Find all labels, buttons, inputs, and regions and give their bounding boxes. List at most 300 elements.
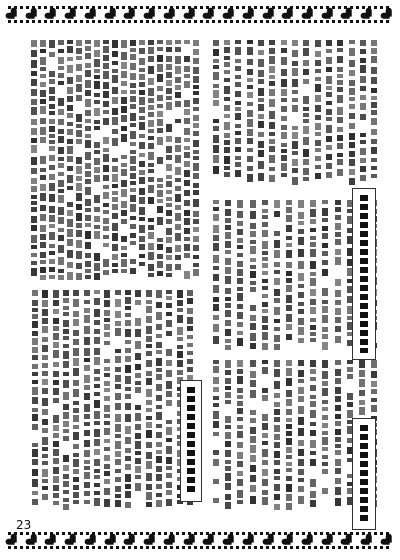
glyph-mark bbox=[326, 117, 332, 121]
glyph-mark bbox=[67, 186, 73, 190]
glyph-mark bbox=[148, 185, 154, 193]
glyph-mark bbox=[146, 422, 152, 428]
glyph-mark bbox=[237, 408, 243, 414]
glyph-mark bbox=[157, 55, 163, 62]
glyph-mark bbox=[130, 123, 136, 127]
glyph-mark bbox=[187, 308, 193, 314]
glyph-mark bbox=[286, 278, 292, 283]
glyph-mark bbox=[337, 153, 343, 157]
glyph-mark bbox=[156, 342, 162, 348]
glyph-mark bbox=[103, 270, 109, 275]
glyph-mark bbox=[125, 437, 131, 444]
glyph-mark bbox=[250, 265, 256, 269]
glyph-mark bbox=[213, 336, 219, 344]
glyph-mark bbox=[85, 223, 91, 227]
glyph-mark bbox=[115, 356, 121, 363]
glyph-mark bbox=[262, 395, 268, 401]
glyph-mark bbox=[58, 66, 64, 70]
glyph-mark bbox=[53, 449, 59, 456]
glyph-mark bbox=[156, 466, 162, 472]
glyph-mark bbox=[139, 225, 145, 233]
glyph-mark bbox=[335, 369, 341, 376]
glyph-mark bbox=[130, 104, 136, 109]
glyph-mark bbox=[104, 439, 110, 443]
glyph-mark bbox=[76, 64, 82, 71]
glyph-mark bbox=[130, 216, 136, 220]
glyph-mark bbox=[326, 125, 332, 133]
text-column bbox=[224, 200, 232, 350]
glyph-mark bbox=[274, 460, 280, 465]
glyph-mark bbox=[112, 197, 118, 202]
glyph-mark bbox=[67, 202, 73, 207]
glyph-mark bbox=[225, 392, 231, 398]
glyph-mark bbox=[322, 208, 328, 216]
glyph-mark bbox=[166, 438, 172, 442]
glyph-mark bbox=[32, 290, 38, 296]
glyph-mark bbox=[213, 49, 219, 56]
glyph-mark bbox=[298, 273, 304, 281]
glyph-mark bbox=[130, 224, 136, 229]
glyph-mark bbox=[125, 464, 131, 470]
glyph-mark bbox=[213, 235, 219, 241]
glyph-mark bbox=[235, 59, 241, 63]
glyph-mark bbox=[112, 254, 118, 260]
glyph-mark bbox=[335, 223, 341, 230]
glyph-mark bbox=[258, 88, 264, 96]
glyph-mark bbox=[84, 422, 90, 426]
glyph-mark bbox=[31, 168, 37, 174]
glyph-mark bbox=[286, 285, 292, 292]
glyph-mark bbox=[235, 107, 241, 111]
glyph-mark bbox=[31, 128, 37, 135]
glyph-mark bbox=[187, 298, 193, 304]
glyph-mark bbox=[112, 223, 118, 231]
glyph-mark bbox=[130, 204, 136, 212]
glyph-mark bbox=[310, 459, 316, 466]
glyph-mark bbox=[292, 50, 298, 57]
glyph-mark bbox=[85, 70, 91, 77]
glyph-mark bbox=[225, 466, 231, 471]
glyph-mark bbox=[225, 483, 231, 490]
glyph-mark bbox=[371, 67, 377, 74]
glyph-mark bbox=[94, 469, 100, 473]
glyph-mark bbox=[225, 400, 231, 404]
glyph-mark bbox=[112, 129, 118, 134]
glyph-mark bbox=[121, 126, 127, 131]
glyph-mark bbox=[250, 485, 256, 492]
glyph-mark bbox=[286, 494, 292, 501]
glyph-mark bbox=[76, 273, 82, 280]
glyph-mark bbox=[103, 71, 109, 79]
glyph-mark bbox=[269, 99, 275, 107]
glyph-mark bbox=[326, 101, 332, 105]
glyph-mark bbox=[262, 271, 268, 275]
glyph-mark bbox=[310, 360, 316, 367]
glyph-mark bbox=[156, 374, 162, 380]
glyph-mark bbox=[225, 460, 231, 464]
glyph-mark bbox=[262, 200, 268, 205]
glyph-mark bbox=[322, 243, 328, 248]
glyph-mark bbox=[73, 469, 79, 474]
glyph-mark bbox=[148, 129, 154, 133]
glyph-mark bbox=[103, 137, 109, 144]
glyph-mark bbox=[335, 444, 341, 448]
glyph-mark bbox=[360, 140, 366, 144]
glyph-mark bbox=[112, 204, 118, 210]
glyph-mark bbox=[213, 145, 219, 153]
glyph-mark bbox=[76, 48, 82, 54]
heart-icon bbox=[125, 8, 138, 21]
heart-icon bbox=[361, 8, 374, 21]
glyph-mark bbox=[156, 384, 162, 391]
glyph-mark bbox=[42, 398, 48, 406]
glyph-mark bbox=[335, 232, 341, 237]
glyph-mark bbox=[310, 332, 316, 336]
glyph-mark bbox=[184, 109, 190, 115]
glyph-mark bbox=[112, 166, 118, 172]
glyph-mark bbox=[76, 130, 82, 137]
heart-icon bbox=[282, 534, 295, 547]
glyph-mark bbox=[115, 477, 121, 482]
glyph-mark bbox=[269, 40, 275, 45]
glyph-mark bbox=[156, 324, 162, 330]
glyph-mark bbox=[262, 286, 268, 290]
glyph-mark bbox=[286, 409, 292, 415]
glyph-mark bbox=[85, 187, 91, 195]
glyph-mark bbox=[262, 433, 268, 438]
glyph-mark bbox=[292, 177, 298, 185]
glyph-mark bbox=[148, 88, 154, 96]
glyph-mark bbox=[157, 271, 163, 276]
glyph-mark bbox=[125, 376, 131, 384]
glyph-mark bbox=[184, 271, 190, 279]
glyph-mark bbox=[121, 97, 127, 104]
glyph-mark bbox=[310, 377, 316, 381]
text-column bbox=[268, 40, 276, 185]
glyph-mark bbox=[32, 331, 38, 336]
glyph-mark bbox=[139, 177, 145, 184]
glyph-mark bbox=[360, 148, 366, 155]
text-column bbox=[359, 40, 367, 185]
glyph-mark bbox=[157, 206, 163, 213]
glyph-mark bbox=[94, 263, 100, 271]
glyph-mark bbox=[326, 109, 332, 115]
glyph-mark bbox=[130, 96, 136, 102]
glyph-mark bbox=[286, 305, 292, 311]
glyph-mark bbox=[157, 64, 163, 72]
glyph-mark bbox=[292, 61, 298, 66]
glyph-mark bbox=[262, 332, 268, 340]
glyph-mark bbox=[247, 174, 253, 182]
glyph-mark bbox=[139, 217, 145, 221]
glyph-mark bbox=[146, 416, 152, 420]
glyph-mark bbox=[67, 250, 73, 258]
text-column bbox=[103, 290, 111, 510]
section-heading-middle bbox=[180, 380, 202, 502]
glyph-mark bbox=[166, 96, 172, 100]
glyph-mark bbox=[31, 207, 37, 212]
text-column bbox=[236, 360, 244, 510]
glyph-mark bbox=[63, 344, 69, 348]
glyph-mark bbox=[213, 304, 219, 311]
glyph-mark bbox=[258, 50, 264, 55]
glyph-mark bbox=[213, 285, 219, 293]
glyph-mark bbox=[322, 269, 328, 276]
glyph-mark bbox=[31, 60, 37, 68]
glyph-mark bbox=[286, 262, 292, 268]
glyph-mark bbox=[335, 421, 341, 426]
glyph-mark bbox=[225, 320, 231, 326]
glyph-mark bbox=[166, 427, 172, 435]
glyph-mark bbox=[115, 459, 121, 465]
glyph-mark bbox=[310, 440, 316, 448]
glyph-mark bbox=[262, 230, 268, 237]
glyph-mark bbox=[175, 66, 181, 74]
glyph-mark bbox=[53, 371, 59, 377]
glyph-mark bbox=[310, 219, 316, 224]
glyph-mark bbox=[121, 115, 127, 122]
glyph-mark bbox=[225, 370, 231, 375]
glyph-mark bbox=[258, 121, 264, 128]
glyph-mark bbox=[335, 450, 341, 455]
glyph-mark bbox=[63, 329, 69, 334]
glyph-mark bbox=[326, 154, 332, 160]
heart-icon bbox=[203, 534, 216, 547]
glyph-mark bbox=[347, 402, 353, 407]
glyph-mark bbox=[274, 393, 280, 398]
glyph-mark bbox=[371, 88, 377, 93]
glyph-mark bbox=[115, 321, 121, 326]
glyph-mark bbox=[326, 145, 332, 150]
glyph-mark bbox=[103, 165, 109, 172]
text-column bbox=[192, 40, 200, 280]
glyph-mark bbox=[250, 287, 256, 292]
heart-icon bbox=[144, 8, 157, 21]
heart-icon bbox=[26, 8, 39, 21]
glyph-mark bbox=[73, 290, 79, 296]
glyph-mark bbox=[63, 498, 69, 502]
glyph-mark bbox=[213, 360, 219, 364]
glyph-mark bbox=[63, 336, 69, 340]
glyph-mark bbox=[225, 297, 231, 301]
glyph-mark bbox=[250, 258, 256, 262]
heart-icon bbox=[223, 534, 236, 547]
glyph-mark bbox=[315, 123, 321, 130]
glyph-mark bbox=[274, 250, 280, 258]
glyph-mark bbox=[148, 252, 154, 260]
glyph-mark bbox=[213, 65, 219, 69]
glyph-mark bbox=[76, 263, 82, 269]
glyph-mark bbox=[58, 269, 64, 273]
glyph-mark bbox=[94, 483, 100, 487]
glyph-mark bbox=[322, 469, 328, 474]
glyph-mark bbox=[73, 492, 79, 498]
text-column bbox=[302, 40, 310, 185]
glyph-mark bbox=[31, 79, 37, 86]
glyph-mark bbox=[371, 158, 377, 162]
glyph-mark bbox=[322, 200, 328, 204]
glyph-mark bbox=[67, 46, 73, 53]
glyph-mark bbox=[53, 342, 59, 348]
glyph-mark bbox=[94, 225, 100, 229]
glyph-mark bbox=[156, 484, 162, 489]
glyph-mark bbox=[104, 324, 110, 330]
glyph-mark bbox=[175, 137, 181, 143]
glyph-mark bbox=[360, 49, 366, 54]
glyph-mark bbox=[347, 360, 353, 364]
glyph-mark bbox=[166, 47, 172, 52]
glyph-mark bbox=[85, 134, 91, 138]
glyph-mark bbox=[103, 118, 109, 125]
glyph-mark bbox=[237, 442, 243, 448]
glyph-mark bbox=[73, 368, 79, 376]
text-column bbox=[138, 40, 146, 280]
glyph-mark bbox=[224, 62, 230, 67]
glyph-mark bbox=[193, 236, 199, 242]
glyph-mark bbox=[49, 259, 55, 264]
glyph-mark bbox=[166, 72, 172, 78]
text-column bbox=[334, 360, 342, 510]
glyph-mark bbox=[286, 399, 292, 406]
text-column bbox=[31, 290, 39, 510]
glyph-mark bbox=[184, 56, 190, 62]
glyph-mark bbox=[315, 51, 321, 57]
glyph-mark bbox=[53, 415, 59, 423]
glyph-mark bbox=[53, 326, 59, 331]
text-column bbox=[165, 290, 173, 510]
glyph-mark bbox=[166, 181, 172, 187]
glyph-mark bbox=[262, 309, 268, 313]
glyph-mark bbox=[359, 390, 365, 396]
glyph-mark bbox=[58, 136, 64, 143]
top-heart-border bbox=[8, 6, 392, 24]
glyph-mark bbox=[237, 287, 243, 291]
glyph-mark bbox=[315, 60, 321, 66]
glyph-mark bbox=[58, 73, 64, 78]
glyph-mark bbox=[237, 338, 243, 346]
glyph-mark bbox=[115, 290, 121, 295]
text-column bbox=[156, 40, 164, 280]
glyph-mark bbox=[237, 278, 243, 284]
glyph-mark bbox=[157, 128, 163, 133]
glyph-mark bbox=[224, 78, 230, 82]
glyph-mark bbox=[40, 193, 46, 201]
glyph-mark bbox=[274, 200, 280, 208]
heart-icon bbox=[381, 534, 394, 547]
glyph-mark bbox=[286, 390, 292, 397]
glyph-mark bbox=[175, 205, 181, 210]
glyph-mark bbox=[40, 106, 46, 114]
glyph-mark bbox=[269, 89, 275, 96]
glyph-mark bbox=[156, 350, 162, 354]
glyph-mark bbox=[135, 318, 141, 326]
glyph-mark bbox=[84, 414, 90, 419]
glyph-mark bbox=[40, 252, 46, 258]
glyph-mark bbox=[193, 67, 199, 74]
glyph-mark bbox=[53, 493, 59, 498]
glyph-mark bbox=[274, 240, 280, 248]
glyph-mark bbox=[166, 210, 172, 216]
glyph-mark bbox=[76, 183, 82, 191]
glyph-mark bbox=[32, 414, 38, 421]
glyph-mark bbox=[286, 225, 292, 232]
glyph-mark bbox=[262, 360, 268, 364]
text-column bbox=[370, 40, 378, 185]
glyph-mark bbox=[103, 148, 109, 152]
glyph-mark bbox=[63, 306, 69, 310]
glyph-mark bbox=[335, 378, 341, 384]
glyph-mark bbox=[213, 135, 219, 143]
glyph-mark bbox=[42, 428, 48, 433]
glyph-mark bbox=[371, 48, 377, 54]
glyph-mark bbox=[337, 40, 343, 46]
glyph-mark bbox=[103, 210, 109, 214]
glyph-mark bbox=[84, 460, 90, 464]
glyph-mark bbox=[335, 249, 341, 255]
top-dash-line-1 bbox=[8, 6, 392, 9]
glyph-mark bbox=[63, 504, 69, 510]
glyph-mark bbox=[166, 320, 172, 327]
glyph-mark bbox=[31, 225, 37, 231]
glyph-mark bbox=[237, 322, 243, 327]
text-column bbox=[257, 40, 265, 185]
glyph-mark bbox=[139, 97, 145, 105]
glyph-mark bbox=[213, 72, 219, 80]
glyph-mark bbox=[94, 369, 100, 374]
bottom-heart-border bbox=[8, 532, 392, 550]
glyph-mark bbox=[85, 46, 91, 51]
glyph-mark bbox=[250, 410, 256, 415]
heart-icon bbox=[85, 8, 98, 21]
glyph-mark bbox=[258, 40, 264, 46]
glyph-mark bbox=[237, 417, 243, 421]
glyph-mark bbox=[360, 40, 366, 46]
glyph-mark bbox=[40, 49, 46, 53]
text-column bbox=[309, 360, 317, 510]
glyph-mark bbox=[250, 496, 256, 504]
glyph-mark bbox=[104, 405, 110, 412]
glyph-mark bbox=[63, 481, 69, 487]
glyph-mark bbox=[310, 401, 316, 407]
glyph-mark bbox=[225, 276, 231, 284]
glyph-mark bbox=[315, 156, 321, 161]
glyph-mark bbox=[292, 159, 298, 166]
text-column bbox=[120, 40, 128, 280]
glyph-mark bbox=[76, 84, 82, 92]
glyph-mark bbox=[125, 387, 131, 391]
glyph-mark bbox=[237, 293, 243, 301]
glyph-mark bbox=[84, 358, 90, 362]
glyph-mark bbox=[146, 300, 152, 304]
glyph-mark bbox=[84, 404, 90, 412]
glyph-mark bbox=[112, 61, 118, 65]
glyph-mark bbox=[335, 429, 341, 435]
glyph-mark bbox=[135, 451, 141, 455]
glyph-mark bbox=[115, 299, 121, 307]
glyph-mark bbox=[250, 240, 256, 244]
glyph-mark bbox=[322, 218, 328, 222]
glyph-mark bbox=[184, 81, 190, 88]
glyph-mark bbox=[274, 425, 280, 432]
glyph-mark bbox=[286, 484, 292, 492]
glyph-mark bbox=[224, 40, 230, 45]
bottom-dash-line-1 bbox=[8, 532, 392, 535]
glyph-mark bbox=[166, 420, 172, 424]
glyph-mark bbox=[125, 348, 131, 353]
glyph-mark bbox=[73, 477, 79, 482]
glyph-mark bbox=[58, 163, 64, 168]
glyph-mark bbox=[224, 70, 230, 74]
